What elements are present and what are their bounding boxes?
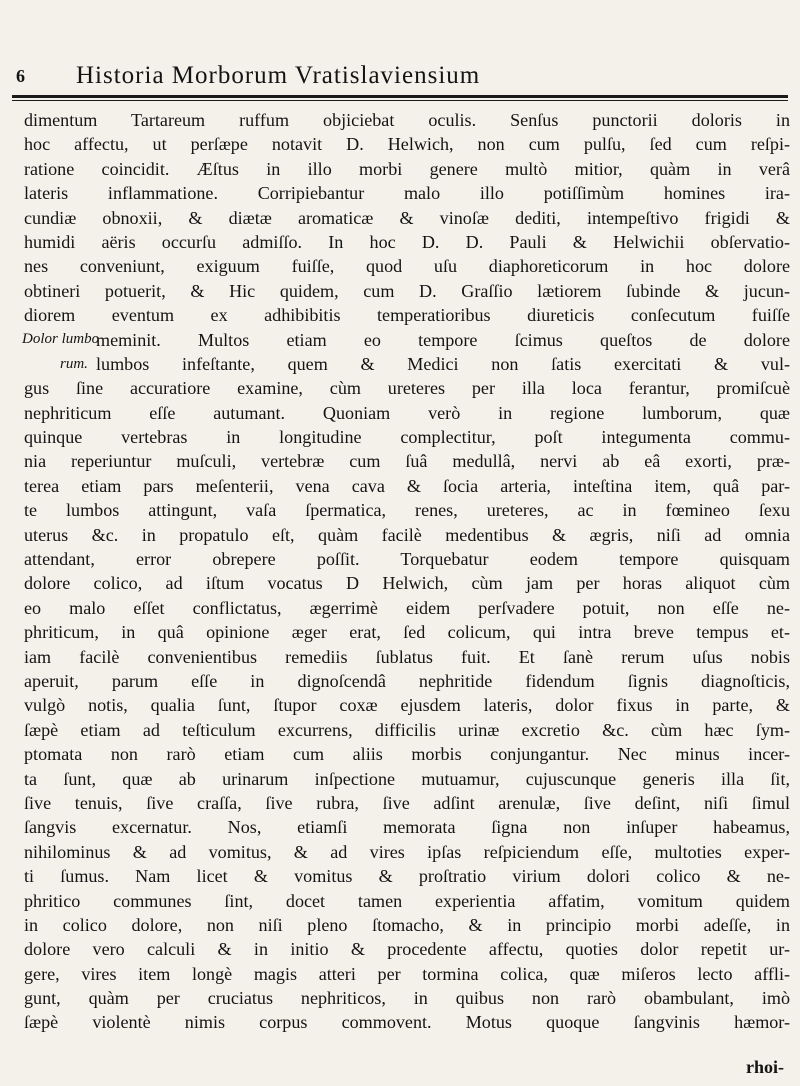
- header-rule: [12, 95, 788, 98]
- text-line: diorem eventum ex adhibibitis temperatioribus diureticis conſecutum fuiſſe: [24, 305, 790, 326]
- text-line: humidi aëris occurſu admiſſo. In hoc D. D. Pauli & Helwichii obſervatio-: [24, 231, 790, 252]
- text-line: gunt, quàm per cruciatus nephriticos, in quibus non rarò obambulant, imò: [24, 988, 790, 1009]
- marginal-note-line-2: rum.: [60, 356, 88, 372]
- text-line: ptomata non rarò etiam cum aliis morbis conjungantur. Nec minus incer-: [24, 744, 790, 765]
- page-number: 6: [16, 66, 25, 86]
- header-rule-thin: [12, 100, 788, 101]
- text-line: lumbos infeſtante, quem & Medici non ſatis exercitati & vul-: [96, 353, 790, 374]
- text-line: gus ſine accuratiore examine, cùm ureteres per illa loca ferantur, promiſcuè: [24, 378, 790, 399]
- text-line: obtineri potuerit, & Hic quidem, cum D. Graſſio lætiorem ſubinde & jucun-: [24, 280, 790, 301]
- text-line: hoc affectu, ut perſæpe notavit D. Helwich, non cum pulſu, ſed cum reſpi-: [24, 134, 790, 155]
- text-line: phritico communes ſint, docet tamen experientia affatim, vomitum quidem: [24, 890, 790, 911]
- text-line: in colico dolore, non niſi pleno ſtomacho, & in principio morbi adeſſe, in: [24, 914, 790, 935]
- text-line: nia reperiuntur muſculi, vertebræ cum ſuâ medullâ, nervi ab eâ exorti, præ-: [24, 451, 790, 472]
- marginal-note-line-1: Dolor lumbo: [22, 331, 100, 347]
- catchword: rhoi-: [746, 1057, 784, 1077]
- text-line: eo malo eſſet conflictatus, ægerrimè eidem perſvadere potuit, non eſſe ne-: [24, 597, 790, 618]
- text-line: phriticum, in quâ opinione æger erat, ſed colicum, qui intra breve tempus et-: [24, 622, 790, 643]
- text-line: dolore vero calculi & in initio & procedente affectu, quoties dolor repetit ur-: [24, 939, 790, 960]
- text-line: attendant, error obrepere poſſit. Torquebatur eodem tempore quisquam: [24, 549, 790, 570]
- running-head: [16, 62, 786, 92]
- text-line: nihilominus & ad vomitus, & ad vires ipſas reſpiciendum eſſe, multoties exper-: [24, 841, 790, 862]
- text-line: dolore colico, ad iſtum vocatus D Helwich, cùm jam per horas aliquot cùm: [24, 573, 790, 594]
- body-text: [24, 108, 790, 1035]
- text-line: quinque vertebras in longitudine complectitur, poſt integumenta commu-: [24, 427, 790, 448]
- running-title: Historia Morborum Vratislaviensium: [76, 62, 481, 89]
- text-line: ratione coincidit. Æſtus in illo morbi genere multò mitior, quàm in verâ: [24, 158, 790, 179]
- text-line: ſangvis excernatur. Nos, etiamſi memorata ſigna non inſuper habeamus,: [24, 817, 790, 838]
- text-line: nes conveniunt, exiguum fuiſſe, quod uſu diaphoreticorum in hoc dolore: [24, 256, 790, 277]
- text-line: ta ſunt, quæ ab urinarum inſpectione mutuamur, cujuscunque generis illa ſit,: [24, 768, 790, 789]
- text-line: terea etiam pars meſenterii, vena cava & ſocia arteria, inteſtina item, quâ par-: [24, 475, 790, 496]
- text-line: gere, vires item longè magis atteri per tormina colica, quæ miſeros lecto affli-: [24, 963, 790, 984]
- text-line: ſæpè etiam ad teſticulum excurrens, difficilis urinæ excretio &c. cùm hæc ſym-: [24, 719, 790, 740]
- text-line: te lumbos attingunt, vaſa ſpermatica, renes, ureteres, ac in fœmineo ſexu: [24, 500, 790, 521]
- text-line: ſæpè violentè nimis corpus commovent. Motus quoque ſangvinis hæmor-: [24, 1012, 790, 1033]
- text-line: vulgò notis, qualia ſunt, ſtupor coxæ ejusdem lateris, dolor fixus in parte, &: [24, 695, 790, 716]
- text-line: uterus &c. in propatulo eſt, quàm facilè medentibus & ægris, niſi ad omnia: [24, 524, 790, 545]
- text-line: dimentum Tartareum ruffum objiciebat oculis. Senſus punctorii doloris in: [24, 110, 790, 130]
- text-line: iam facilè convenientibus remediis ſublatus fuit. Et ſanè rerum uſus nobis: [24, 646, 790, 667]
- text-line: aperuit, parum eſſe in dignoſcendâ nephritide fidendum ſignis diagnoſticis,: [24, 670, 790, 691]
- text-line: lateris inflammatione. Corripiebantur malo illo potiſſimùm homines ira-: [24, 183, 790, 204]
- text-line: ſive tenuis, ſive craſſa, ſive rubra, ſive adſint arenulæ, ſive deſint, niſi ſimul: [24, 792, 790, 813]
- text-line: nephriticum eſſe autumant. Quoniam verò in regione lumborum, quæ: [24, 402, 790, 423]
- text-line: cundiæ obnoxii, & diætæ aromaticæ & vinoſæ dediti, intempeſtivo frigidi &: [24, 207, 790, 228]
- text-line: meminit. Multos etiam eo tempore ſcimus queſtos de dolore: [96, 329, 790, 350]
- text-line: ti ſumus. Nam licet & vomitus & proſtratio virium dolori colico & ne-: [24, 866, 790, 887]
